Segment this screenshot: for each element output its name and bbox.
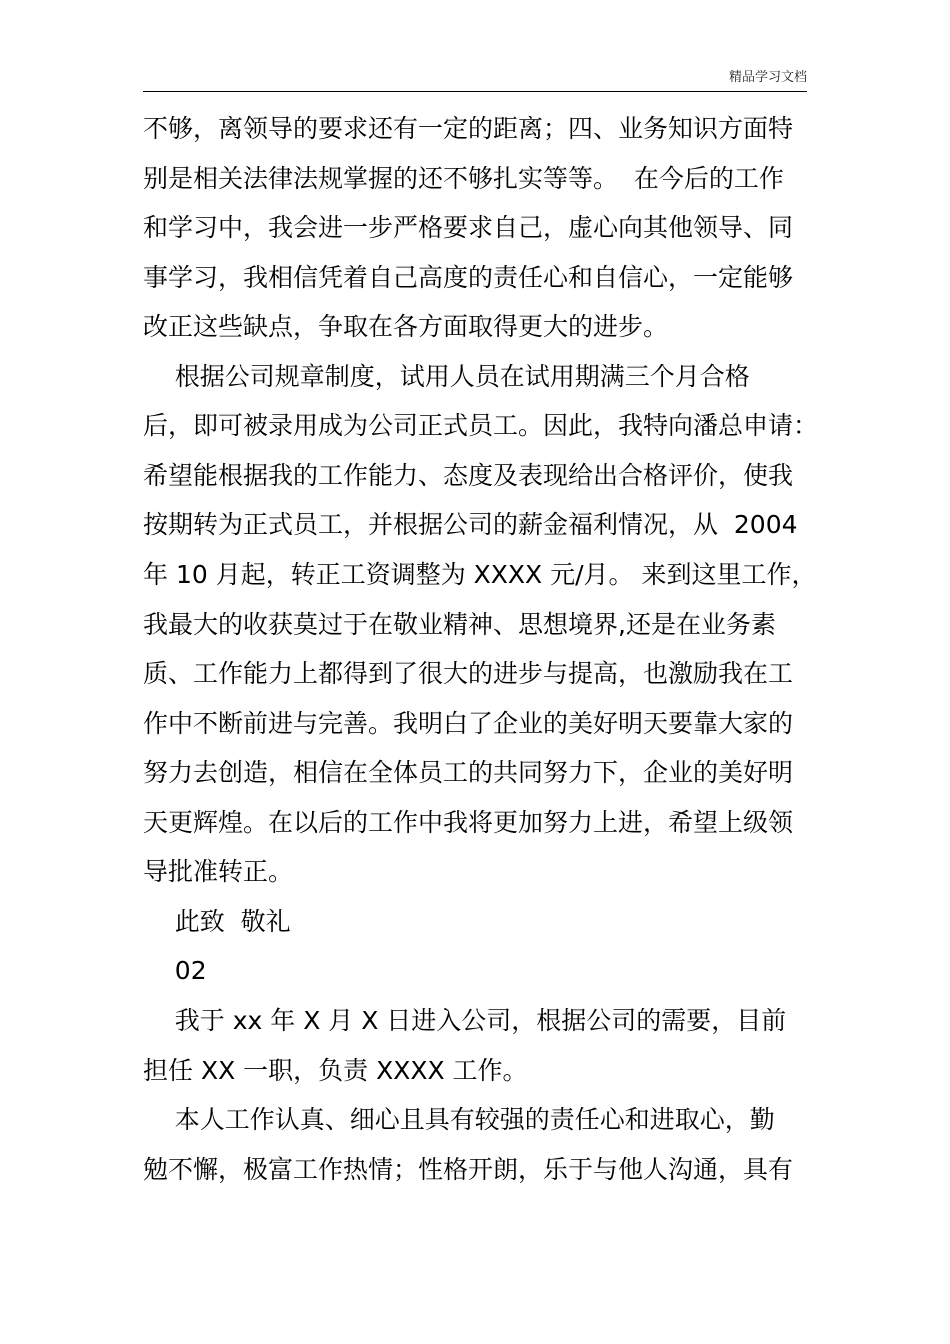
text-line: 事学习，我相信凭着自己高度的责任心和自信心，一定能够: [143, 263, 794, 292]
text-line: 按期转为正式员工，并根据公司的薪金福利情况，从 2004: [143, 510, 798, 539]
text-line: 质、工作能力上都得到了很大的进步与提高，也激励我在工: [143, 659, 794, 688]
text-line: 和学习中，我会进一步严格要求自己，虚心向其他领导、同: [143, 213, 794, 242]
text-line: 作中不断前进与完善。我明白了企业的美好明天要靠大家的: [143, 709, 794, 738]
text-line: 年 10 月起，转正工资调整为 XXXX 元/月。 来到这里工作，: [143, 560, 817, 589]
text-line: 后，即可被录用成为公司正式员工。因此，我特向潘总申请：: [143, 411, 819, 440]
text-line: 不够，离领导的要求还有一定的距离；四、业务知识方面特: [143, 114, 794, 143]
text-line: 此致 敬礼: [143, 907, 291, 936]
text-line: 希望能根据我的工作能力、态度及表现给出合格评价，使我: [143, 461, 794, 490]
text-line: 本人工作认真、细心且具有较强的责任心和进取心，勤: [143, 1105, 775, 1134]
text-line: 我于 xx 年 X 月 X 日进入公司，根据公司的需要，目前: [143, 1006, 787, 1035]
text-line: 别是相关法律法规掌握的还不够扎实等等。 在今后的工作: [143, 164, 784, 193]
text-line: 努力去创造，相信在全体员工的共同努力下，企业的美好明: [143, 758, 794, 787]
page-header-label: 精品学习文档: [728, 70, 807, 85]
text-line: 我最大的收获莫过于在敬业精神、思想境界,还是在业务素: [143, 610, 776, 639]
text-line: 天更辉煌。在以后的工作中我将更加努力上进，希望上级领: [143, 808, 794, 837]
text-line: 改正这些缺点，争取在各方面取得更大的进步。: [143, 312, 669, 341]
text-line: 导批准转正。: [143, 857, 294, 886]
text-line: 担任 XX 一职，负责 XXXX 工作。: [143, 1056, 528, 1085]
text-line: 02: [143, 956, 207, 985]
text-line: 根据公司规章制度，试用人员在试用期满三个月合格: [143, 362, 750, 391]
text-line: 勉不懈，极富工作热情；性格开朗，乐于与他人沟通，具有: [143, 1155, 794, 1184]
